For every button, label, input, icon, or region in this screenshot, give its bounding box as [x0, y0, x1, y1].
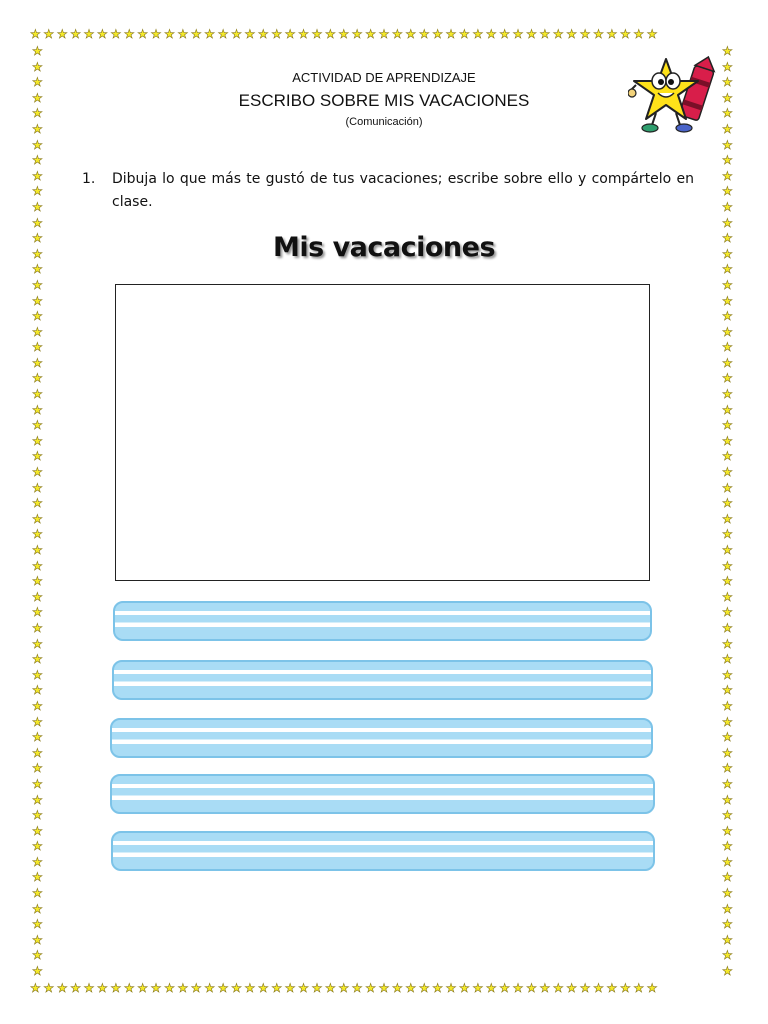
writing-line-5[interactable]: [111, 831, 655, 871]
page-title: ESCRIBO SOBRE MIS VACACIONES: [238, 91, 530, 110]
section-title: Mis vacaciones: [272, 232, 496, 263]
star-border-right: ★★★★★★★★★★★★★★★★★★★★★★★★★★★★★★★★★★★★★★★★★★★★★★★★★★★★★★★★★★★★: [722, 44, 733, 979]
writing-line-2[interactable]: [112, 660, 653, 700]
instruction-number: 1.: [82, 171, 96, 187]
instruction-text: Dibuja lo que más te gustó de tus vacaciones; escribe sobre ello y compártelo en clase.: [112, 171, 694, 210]
drawing-area[interactable]: [115, 284, 650, 581]
writing-line-3[interactable]: [110, 718, 653, 758]
instruction-item: [82, 168, 694, 214]
activity-label: ACTIVIDAD DE APRENDIZAJE: [292, 70, 476, 85]
subject-label: (Comunicación): [345, 116, 423, 128]
writing-line-4[interactable]: [110, 774, 655, 814]
star-crayon-mascot-icon: [628, 55, 718, 135]
star-border-top: ★★★★★★★★★★★★★★★★★★★★★★★★★★★★★★★★★★★★★★★★★★★★★★★: [30, 28, 661, 41]
star-border-left: ★★★★★★★★★★★★★★★★★★★★★★★★★★★★★★★★★★★★★★★★★★★★★★★★★★★★★★★★★★★★: [32, 44, 43, 979]
star-border-bottom: ★★★★★★★★★★★★★★★★★★★★★★★★★★★★★★★★★★★★★★★★★★★★★★★: [30, 982, 661, 995]
writing-line-1[interactable]: [113, 601, 652, 641]
